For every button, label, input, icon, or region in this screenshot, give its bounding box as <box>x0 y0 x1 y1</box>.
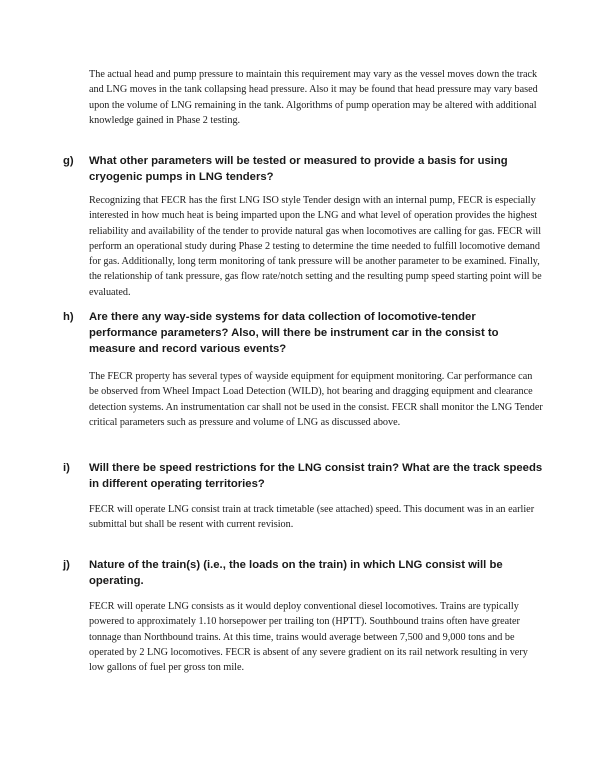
question-g <box>63 153 543 185</box>
question-h <box>63 309 543 357</box>
question-j-letter: j) <box>63 559 70 571</box>
answer-i-paragraph: FECR will operate LNG consist train at track timetable (see attached) speed. This document was in an earlier submittal but shall be resent with current revision. <box>89 504 535 531</box>
question-h-text: Are there any way-side systems for data collection of locomotive-tender performance parameters? Also, will there be instrument car in the consist to measure and record various events? <box>89 311 499 355</box>
intro-paragraph: The actual head and pump pressure to maintain this requirement may vary as the vessel moves down the track and LNG moves in the tank collapsing head pressure. Also it may be found that head pressure may vary based upon the volume of LNG remaining in the tank. Algorithms of pump operation may be altered with additional knowledge gained in Phase 2 testing. <box>89 69 538 126</box>
answer-g-paragraph: Recognizing that FECR has the first LNG ISO style Tender design with an internal pump, FECR is especially interested in how much heat is being imparted upon the LNG and what level of operation provides the highest reliability and availability of the tender to provide natural gas when locomotives are calling for gas. FECR will perform an operational study during Phase 2 testing to determine the time needed to fulfill locomotive demand for gas. Additionally, long term monitoring of tank pressure will be another parameter to be examined. Finally, the relationship of tank pressure, gas flow rate/notch setting and the resulting pump speed starting point will be evaluated. <box>89 195 542 298</box>
answer-h-paragraph: The FECR property has several types of wayside equipment for equipment monitoring. Car performance can be observed from Wheel Impact Load Detection (WILD), hot bearing and dragging equipment and clearance detection systems. An instrumentation car shall not be used in the consist. FECR shall monitor the LNG Tender critical parameters such as pressure and volume of LNG as discussed above. <box>89 371 543 428</box>
question-i-text: Will there be speed restrictions for the LNG consist train? What are the track speeds in different operating territories? <box>89 462 543 490</box>
question-j <box>63 557 543 589</box>
question-i <box>63 460 543 492</box>
question-g-letter: g) <box>63 155 74 167</box>
question-g-text: What other parameters will be tested or measured to provide a basis for using cryogenic pumps in LNG tenders? <box>89 155 508 183</box>
question-h-letter: h) <box>63 311 74 323</box>
answer-j-paragraph: FECR will operate LNG consists as it would deploy conventional diesel locomotives. Trains are typically powered to approximately 1.10 horsepower per trailing ton (HPTT). Southbound trains often have greater tonnage than Northbound trains. At this time, trains would average between 7,500 and 9,000 tons and be operated by 2 LNG locomotives. FECR is absent of any severe gradient on its rail network resulting in very low gallons of fuel per gross ton mile. <box>89 601 528 674</box>
question-i-letter: i) <box>63 462 70 474</box>
question-j-text: Nature of the train(s) (i.e., the loads on the train) in which LNG consist will be operating. <box>89 559 503 587</box>
